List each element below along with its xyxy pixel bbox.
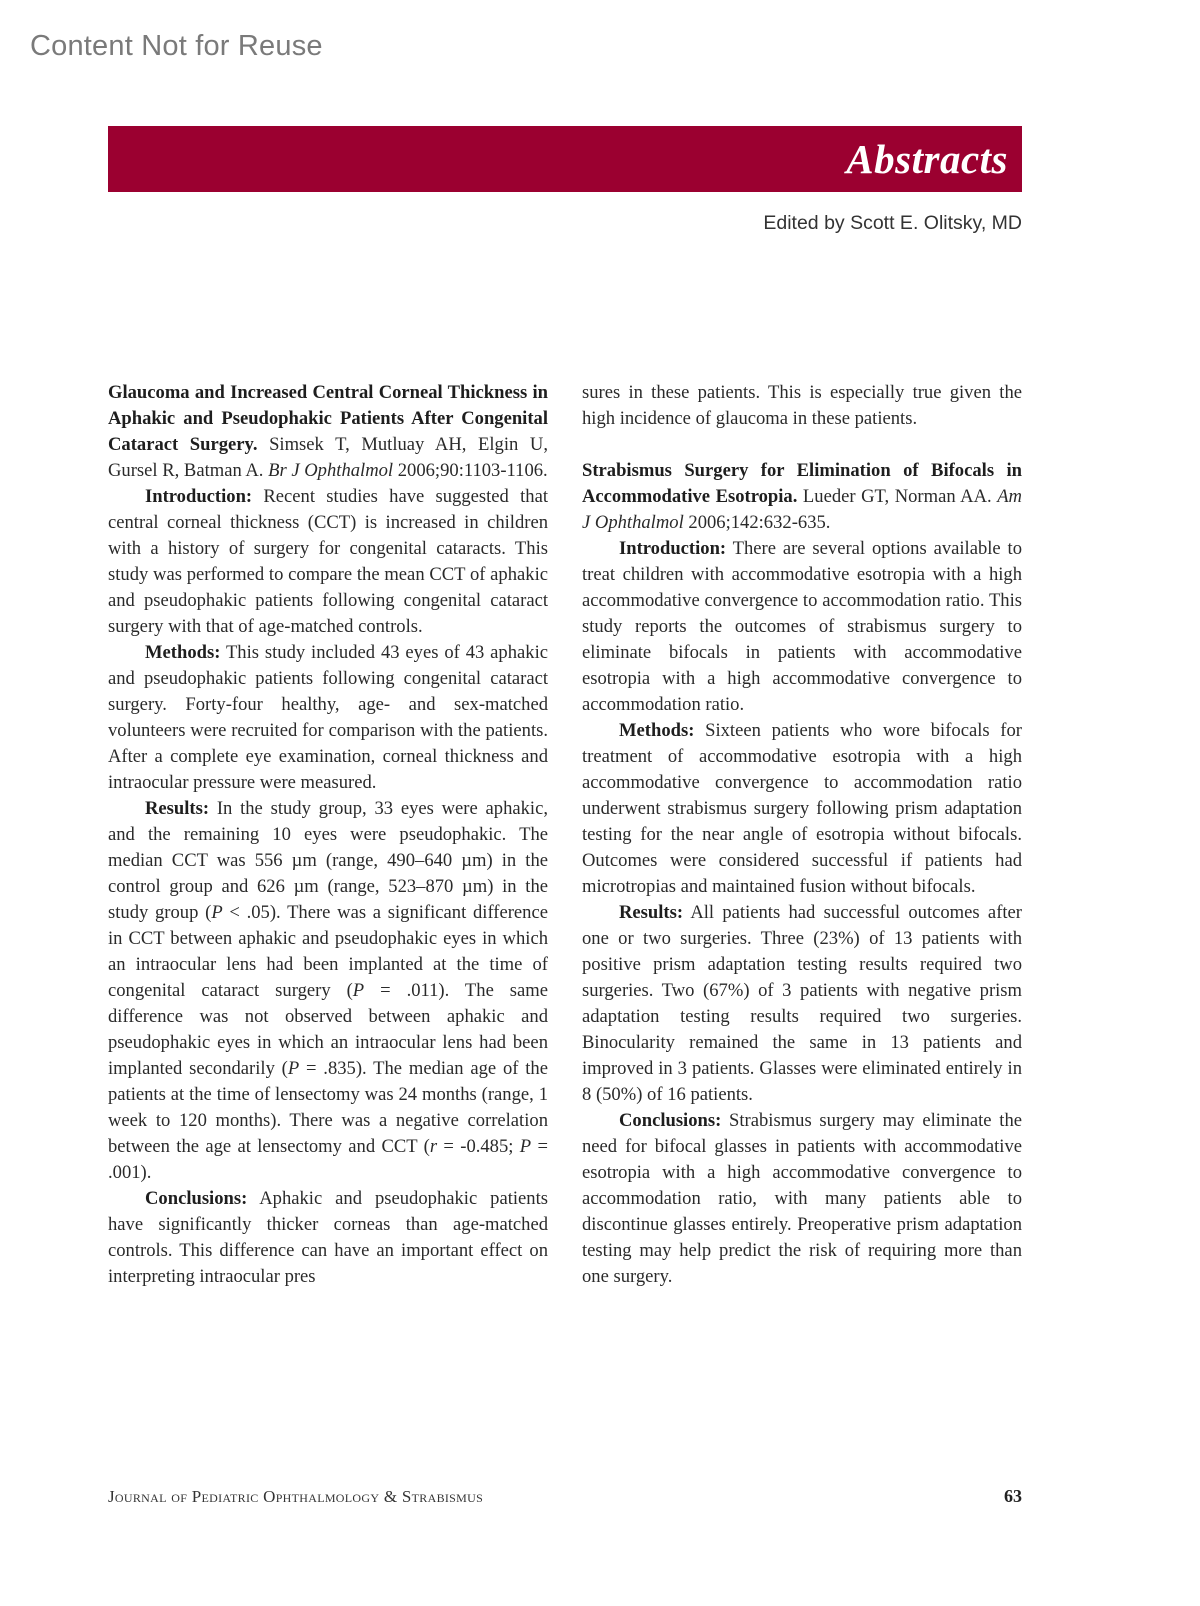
- article-1-journal: Br J Ophthalmol: [268, 460, 394, 481]
- article-2-introduction: [582, 536, 1022, 718]
- stat-symbol: P: [211, 902, 223, 923]
- stat-symbol: P: [519, 1136, 532, 1157]
- section-label: Introduction:: [619, 538, 727, 559]
- section-text: = -0.485;: [437, 1136, 520, 1157]
- left-column: [108, 380, 548, 1290]
- right-column: [582, 380, 1022, 1290]
- section-label: Methods:: [145, 642, 221, 663]
- section-label: Results:: [619, 902, 684, 923]
- article-2-authors: Lueder GT, Norman AA.: [797, 486, 998, 507]
- watermark: Content Not for Reuse: [30, 30, 323, 62]
- section-banner: [108, 126, 1022, 192]
- article-2-results: [582, 900, 1022, 1108]
- section-text: < .05). There was a significant difference in CCT between aphakic and pseudophakic eyes in which an intraocular lens had been implanted at the time of congenital cataract surgery (: [108, 902, 548, 1001]
- article-1-header: [108, 380, 548, 484]
- section-text: Sixteen patients who wore bifocals for treatment of accommodative esotropia with a high accommodative convergence to accommodation ratio underwent strabismus surgery following prism adaptation testing for the near angle of esotropia without bifocals. Outcomes were considered successful if patients had microtropias and maintained fusion without bifocals.: [582, 720, 1022, 897]
- stat-symbol: r: [429, 1136, 438, 1157]
- article-2-journal: Am J Ophthalmol: [582, 486, 1022, 533]
- section-text: This study included 43 eyes of 43 aphakic and pseudophakic patients following congenital cataract surgery. Forty-four healthy, age- and sex-matched volunteers were recruited for comparison with the patients. After a complete eye examination, corneal thickness and intraocular pressure were measured.: [108, 642, 548, 793]
- section-text: = .011). The same difference was not observed between aphakic and pseudophakic eyes in which an intraocular lens had been implanted secondarily (: [108, 980, 548, 1079]
- article-2-conclusions: [582, 1108, 1022, 1290]
- article-1-title: Glaucoma and Increased Central Corneal Thickness in Aphakic and Pseudophakic Patients After Congenital Cataract Surgery.: [108, 382, 548, 455]
- stat-symbol: P: [287, 1058, 300, 1079]
- section-text: Strabismus surgery may eliminate the need for bifocal glasses in patients with accommodative esotropia with a high accommodative convergence to accommodation ratio, with many patients able to discontinue glasses entirely. Preoperative prism adaptation testing may help predict the risk of requiring more than one surgery.: [582, 1110, 1022, 1287]
- article-1-continuation: sures in these patients. This is especially true given the high incidence of glaucoma in these patients.: [582, 382, 1022, 429]
- article-2-citation: 2006;142:632-635.: [683, 512, 831, 533]
- section-text: = .835). The median age of the patients at the time of lensectomy was 24 months (range, 1 week to 120 months). There was a negative correlation between the age at lensectomy and CCT (: [108, 1058, 548, 1157]
- article-1-authors: Simsek T, Mutluay AH, Elgin U, Gursel R, Batman A.: [108, 434, 548, 481]
- section-label: Results:: [145, 798, 210, 819]
- page-number: 63: [1004, 1486, 1022, 1506]
- article-1-methods: [108, 640, 548, 796]
- section-label: Methods:: [619, 720, 695, 741]
- section-label: Conclusions:: [619, 1110, 722, 1131]
- section-title: Abstracts: [846, 136, 1008, 182]
- section-text: In the study group, 33 eyes were aphakic, and the remaining 10 eyes were pseudophakic. The median CCT was 556 µm (range, 490–640 µm) in the control group and 626 µm (range, 523–870 µm) in the study group (: [108, 798, 548, 923]
- section-label: Introduction:: [145, 486, 253, 507]
- article-1-citation: 2006;90:1103-1106.: [393, 460, 548, 481]
- article-2-header: [582, 458, 1022, 536]
- footer-journal-name: Journal of Pediatric Ophthalmology & Strabismus: [108, 1487, 484, 1506]
- section-text: Aphakic and pseudophakic patients have significantly thicker corneas than age-matched controls. This difference can have an important effect on interpreting intraocular pres: [108, 1188, 548, 1287]
- section-label: Conclusions:: [145, 1188, 248, 1209]
- section-text: Recent studies have suggested that central corneal thickness (CCT) is increased in children with a history of surgery for congenital cataracts. This study was performed to compare the mean CCT of aphakic and pseudophakic patients following congenital cataract surgery with that of age-matched controls.: [108, 486, 548, 637]
- article-separator: [582, 432, 1022, 458]
- article-1-introduction: [108, 484, 548, 640]
- section-text: There are several options available to treat children with accommodative esotropia with a high accommodative convergence to accommodation ratio. This study reports the outcomes of strabismus surgery to eliminate bifocals in patients with accommodative esotropia with a high accommodative convergence to accommodation ratio.: [582, 538, 1022, 715]
- article-2-title: Strabismus Surgery for Elimination of Bifocals in Accommodative Esotropia.: [582, 460, 1022, 507]
- article-1-conclusions: [108, 1186, 548, 1290]
- section-text: = .001).: [108, 1136, 548, 1183]
- stat-symbol: P: [352, 980, 365, 1001]
- article-1-results: [108, 796, 548, 1186]
- article-2-methods: [582, 718, 1022, 900]
- editor-credit: Edited by Scott E. Olitsky, MD: [763, 212, 1022, 234]
- section-text: All patients had successful outcomes after one or two surgeries. Three (23%) of 13 patients with positive prism adaptation testing results required two surgeries. Two (67%) of 3 patients with negative prism adaptation testing results required two surgeries. Binocularity remained the same in 13 patients and improved in 3 patients. Glasses were eliminated entirely in 8 (50%) of 16 patients.: [582, 902, 1022, 1105]
